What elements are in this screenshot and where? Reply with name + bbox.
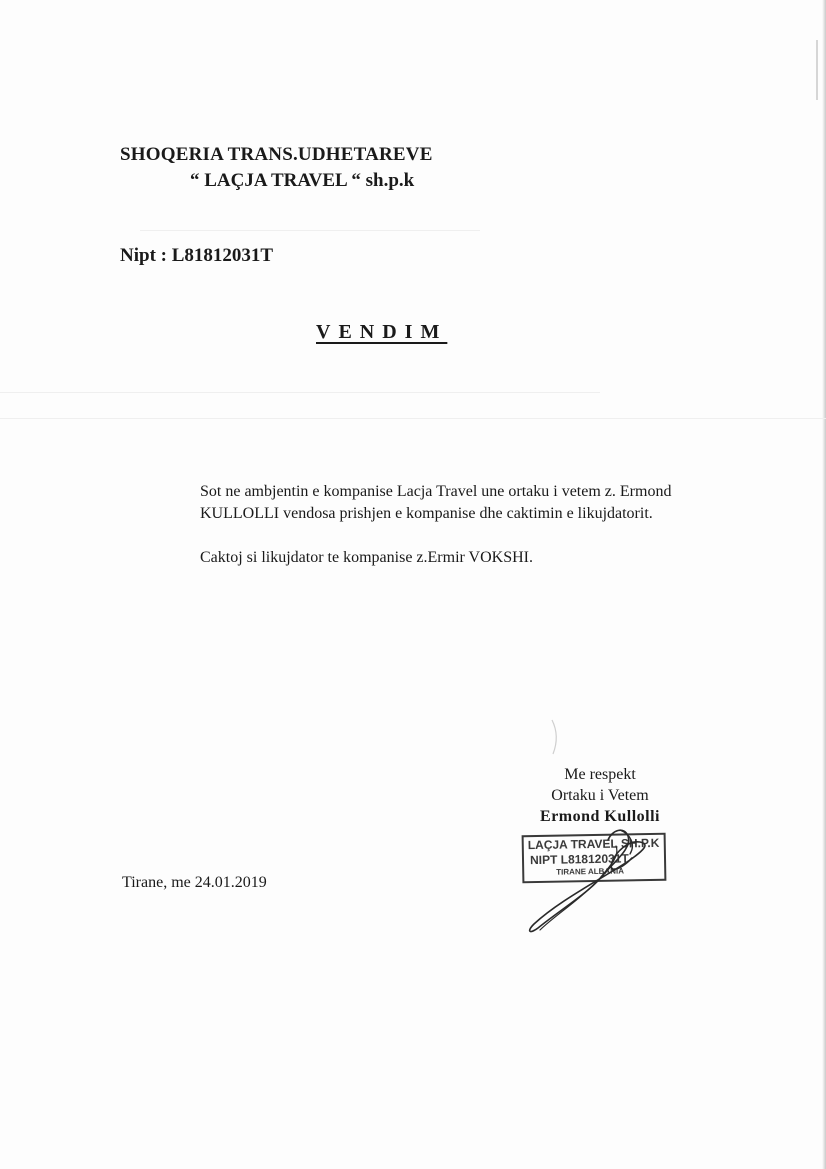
scan-edge	[822, 0, 826, 1169]
stamp-line: NIPT L81812031T	[529, 851, 629, 868]
closing-salutation: Me respekt	[564, 766, 636, 783]
appointment-paragraph: Caktoj si likujdator te kompanise z.Ermir VOKSHI.	[200, 549, 533, 566]
company-name: SHOQERIA TRANS.UDHETAREVE	[120, 144, 433, 165]
scan-mark	[816, 40, 818, 100]
scan-artifact-line	[0, 418, 826, 419]
place-and-date: Tirane, me 24.01.2019	[122, 874, 267, 891]
ink-mark	[548, 718, 568, 758]
tax-id: Nipt : L81812031T	[120, 245, 274, 266]
handwritten-signature	[520, 800, 680, 940]
stamp-line: TIRANE ALBANIA	[556, 866, 625, 877]
signer-name: Ermond Kullolli	[540, 808, 660, 825]
decision-paragraph: Sot ne ambjentin e kompanise Lacja Travel une ortaku i vetem z. Ermond KULLOLLI vendosa prishjen e kompanise dhe caktimin e likujdatorit.	[200, 483, 672, 522]
signer-role: Ortaku i Vetem	[551, 787, 649, 804]
scan-artifact-line	[140, 230, 480, 231]
company-brand: “ LAÇJA TRAVEL “ sh.p.k	[190, 170, 415, 191]
scan-artifact-line	[0, 392, 600, 393]
stamp-line: LAÇJA TRAVEL SH.P.K	[527, 835, 660, 853]
document-title: VENDIM	[316, 321, 448, 343]
decision-body	[200, 481, 710, 569]
